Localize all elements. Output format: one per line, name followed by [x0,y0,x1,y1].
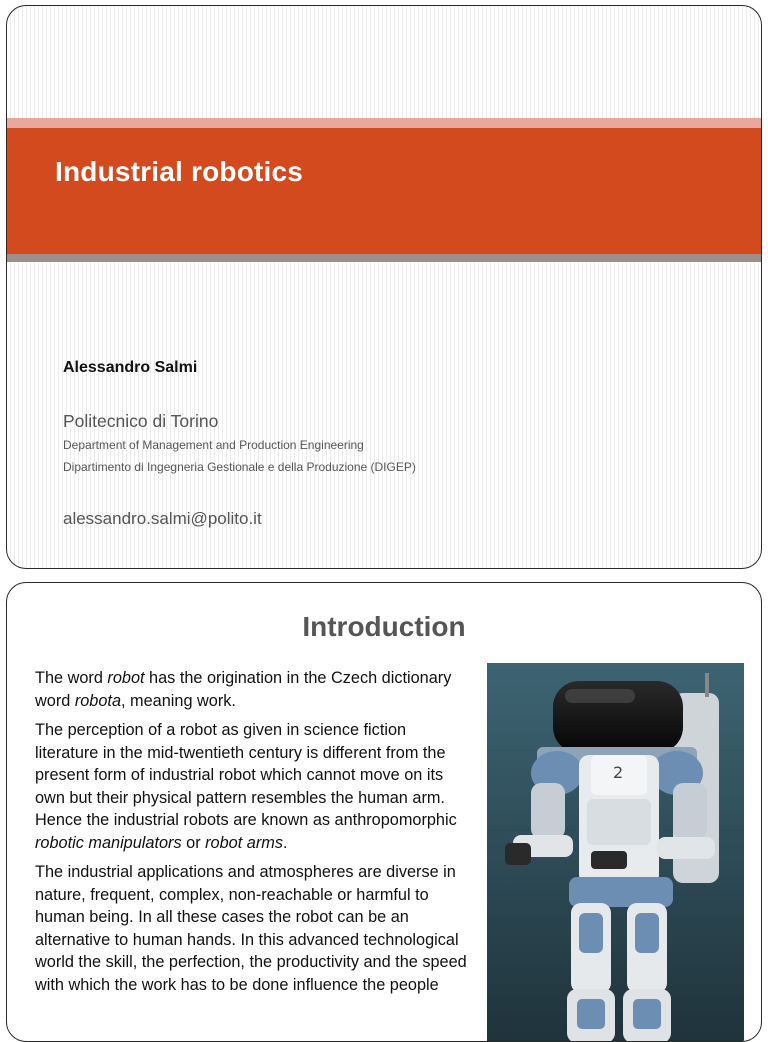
intro-body [35,667,471,1003]
title-banner [7,128,761,254]
emphasis-robot: robot [107,669,145,687]
text-run: or [181,833,206,852]
department-english: Department of Management and Production Engineering [63,438,364,452]
accent-band-bottom [7,254,761,262]
text-run: The perception of a robot as given in science fiction literature in the mid-twentieth century is different from the present form of industrial robot which cannot move on its own but their physical pattern resembles the human arm. Hence the industrial robots are known as anthropomorphic [35,721,457,829]
presentation-title: Industrial robotics [55,156,304,187]
text-run: , meaning work. [121,691,236,710]
slide-title: Introduction [302,611,466,642]
emphasis-robot-arms: robot arms [205,833,283,852]
introduction-slide [6,582,762,1042]
text-run: The word [35,669,108,687]
text-run: has the origination in the Czech dictionary word [35,669,452,710]
institution-name: Politecnico di Torino [63,411,219,431]
accent-band-top [7,118,761,128]
author-email: alessandro.salmi@polito.it [63,509,262,528]
department-italian: Dipartimento di Ingegneria Gestionale e della Produzione (DIGEP) [63,460,416,474]
intro-paragraph-2 [35,719,471,854]
title-slide [6,5,762,569]
emphasis-robotic-manipulators: robotic manipulators [35,833,182,852]
humanoid-robot-photo [487,663,744,1042]
intro-paragraph-3: The industrial applications and atmospheres are diverse in nature, frequent, complex, non-reachable or harmful to human being. In all these cases the robot can be an alternative to human hands. In this advanced technological world the skill, the perfection, the productivity and the speed with which the work has to be done influence the people [35,863,467,994]
author-name: Alessandro Salmi [63,359,198,376]
intro-paragraph-1 [35,667,471,712]
robot-chest-number: 2 [613,763,624,782]
text-run: . [282,833,288,852]
emphasis-robota: robota [74,691,121,710]
